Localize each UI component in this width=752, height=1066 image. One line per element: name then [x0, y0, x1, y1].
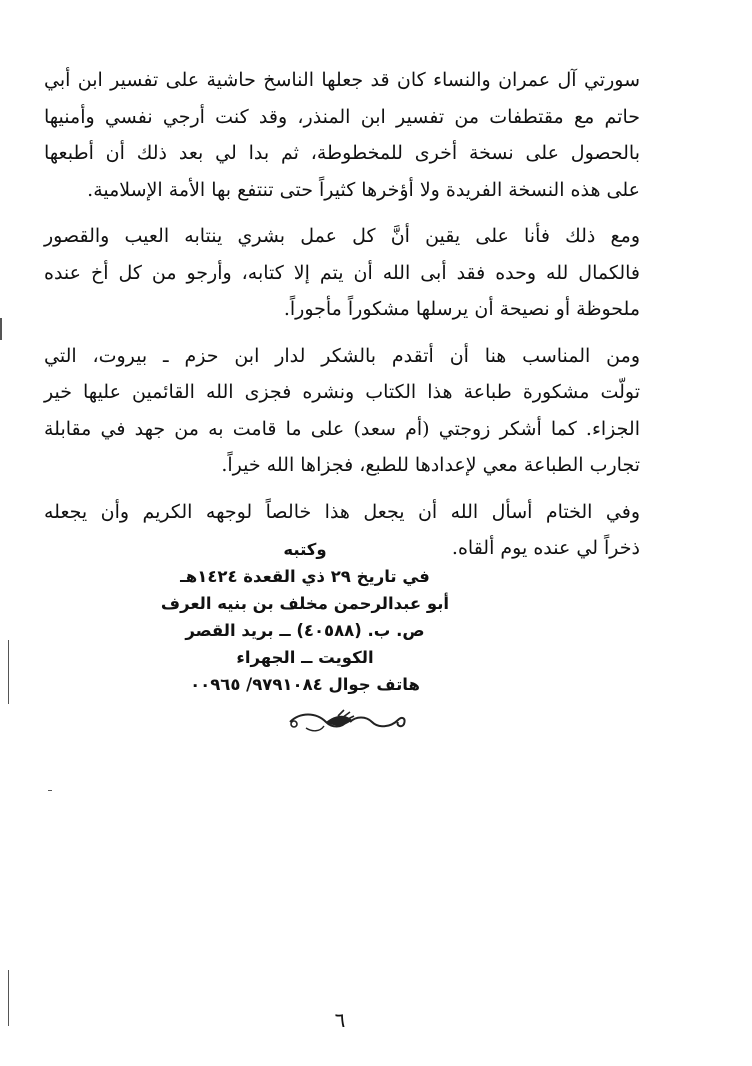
text-line: ملحوظة أو نصيحة أن يرسلها مشكوراً مأجوراً.	[283, 298, 640, 320]
floral-divider-ornament-icon	[286, 706, 410, 736]
scan-artifact	[8, 640, 9, 704]
signature-heading: وكتبه	[283, 540, 327, 559]
paragraph	[44, 338, 640, 484]
signature-location: الكويت ــ الجهراء	[236, 648, 374, 667]
text-line: ومن المناسب هنا أن أتقدم بالشكر لدار ابن حزم ـ بيروت، التي	[44, 344, 640, 367]
page-number: ٦	[334, 1008, 346, 1032]
signature-po-box: ص. ب. (٤٠٥٨٨) ــ بريد القصر	[185, 621, 425, 640]
scan-artifact	[8, 970, 9, 1026]
scan-artifact	[48, 790, 52, 791]
body-text	[44, 62, 640, 577]
text-line: فالكمال لله وحده فقد أبى الله أن يتم إلا كتابه، وأرجو من كل أخ عنده	[44, 261, 640, 284]
paragraph	[44, 218, 640, 328]
text-line: ذخراً لي عنده يوم ألقاه.	[451, 537, 640, 559]
text-line: تولّت مشكورة طباعة هذا الكتاب ونشره فجزى الله القائمين عليها خير	[44, 381, 640, 403]
signature-date: في تاريخ ٢٩ ذي القعدة ١٤٢٤هـ	[180, 567, 430, 586]
text-line: سورتي آل عمران والنساء كان قد جعلها الناسخ حاشية على تفسير ابن أبي	[44, 69, 640, 91]
signature-block	[120, 536, 490, 698]
text-line: وفي الختام أسأل الله أن يجعل هذا خالصاً لوجهه الكريم وأن يجعله	[44, 500, 640, 523]
text-line: تجارب الطباعة معي لإعدادها للطبع، فجزاها الله خيراً.	[221, 454, 640, 476]
scan-artifact	[0, 318, 2, 340]
text-line: حاتم مع مقتطفات من تفسير ابن المنذر، وقد كنت أرجي نفسي وأمنيها	[44, 105, 640, 128]
text-line: بالحصول على نسخة أخرى للمخطوطة، ثم بدا لي بعد ذلك أن أطبعها	[44, 142, 640, 164]
paragraph	[44, 62, 640, 208]
signature-author: أبو عبدالرحمن مخلف بن بنيه العرف	[160, 594, 450, 613]
text-line: ومع ذلك فأنا على يقين أنَّ كل عمل بشري ينتابه العيب والقصور	[44, 225, 640, 247]
text-line: الجزاء. كما أشكر زوجتي (أم سعد) على ما قامت به من جهد في مقابلة	[44, 417, 640, 440]
signature-phone: هاتف جوال ٩٧٩١٠٨٤/ ٠٠٩٦٥	[190, 675, 420, 694]
text-line: على هذه النسخة الفريدة ولا أؤخرها كثيراً حتى تنتفع بها الأمة الإسلامية.	[87, 178, 640, 201]
